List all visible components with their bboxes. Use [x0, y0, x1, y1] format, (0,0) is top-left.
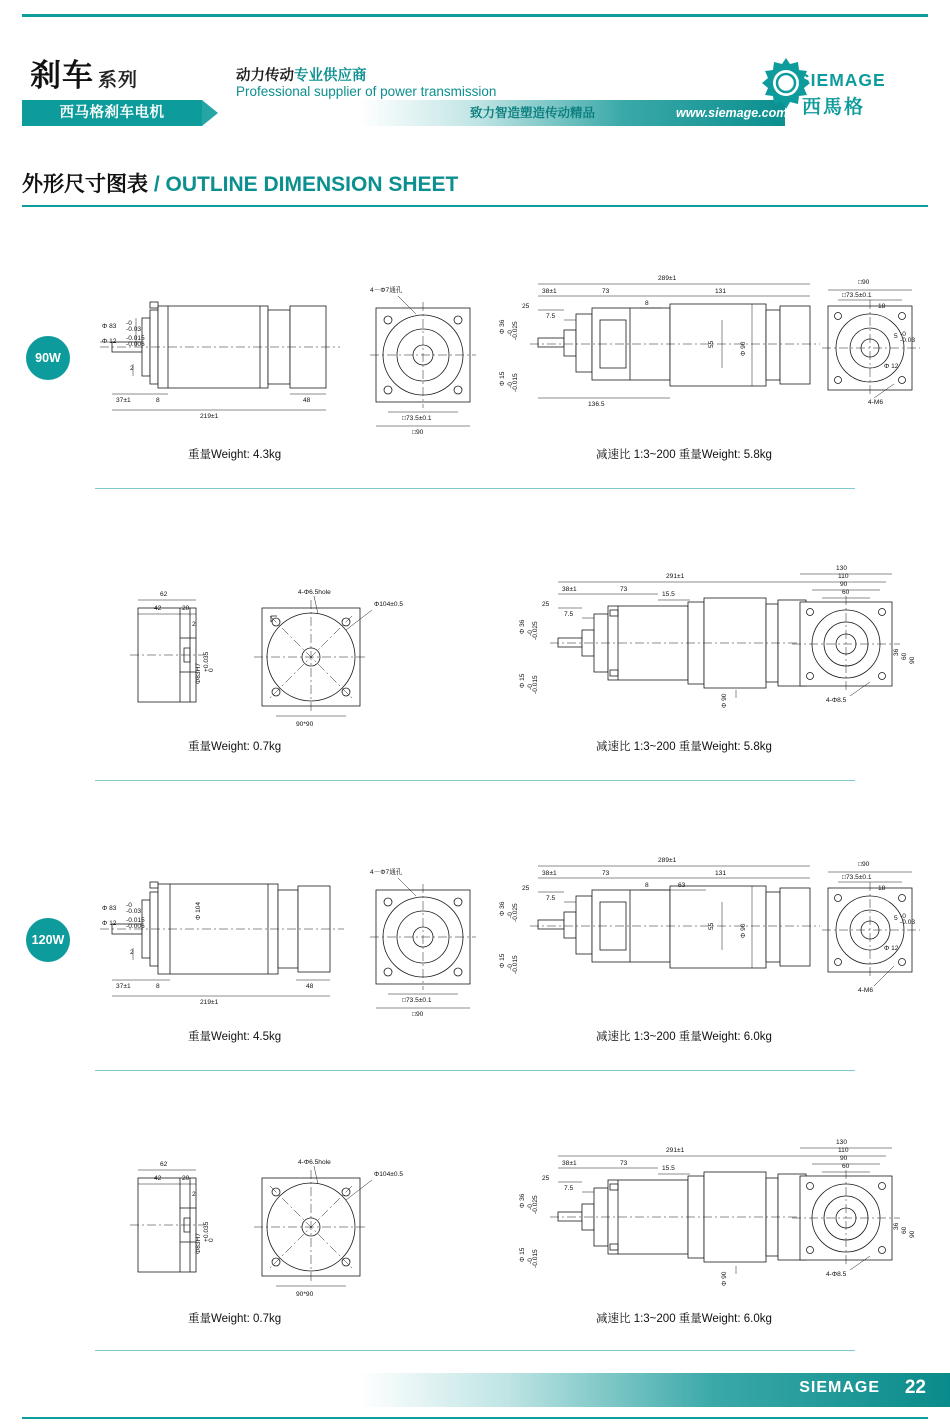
svg-text:Φ83H7: Φ83H7 — [195, 662, 202, 684]
block-120w-motor — [0, 840, 950, 1100]
svg-text:37±1: 37±1 — [116, 983, 131, 990]
svg-text:73: 73 — [620, 1160, 628, 1167]
svg-text:-0.03: -0.03 — [126, 326, 142, 333]
svg-text:130: 130 — [836, 565, 848, 572]
brand-title — [30, 50, 138, 95]
svg-text:Φ 12: Φ 12 — [102, 338, 117, 345]
page-number: 22 — [904, 1377, 926, 1398]
svg-text:42: 42 — [154, 1175, 162, 1182]
brand-title-cn: 刹车 — [30, 58, 94, 93]
svg-text:-0: -0 — [900, 913, 906, 920]
svg-text:25: 25 — [522, 303, 530, 310]
drawing-90w-motor — [0, 258, 950, 493]
header-top-rule — [22, 14, 928, 17]
svg-text:Φ 90: Φ 90 — [740, 341, 747, 356]
svg-text:130: 130 — [836, 1139, 848, 1146]
brand-bar-arrow — [202, 100, 218, 126]
svg-text:-0.006: -0.006 — [126, 923, 145, 930]
svg-text:38±1: 38±1 — [542, 288, 557, 295]
svg-text:-0: -0 — [507, 330, 514, 336]
svg-text:7.5: 7.5 — [564, 1185, 574, 1192]
svg-text:Φ104±0.5: Φ104±0.5 — [374, 601, 404, 608]
svg-text:+0.035: +0.035 — [203, 1221, 210, 1242]
weight-note-right-2: 减速比 1:3~200 重量Weight: 5.8kg — [596, 741, 772, 753]
svg-text:289±1: 289±1 — [658, 275, 677, 282]
svg-text:90: 90 — [909, 656, 916, 664]
svg-text:62: 62 — [160, 591, 168, 598]
svg-text:8: 8 — [156, 397, 160, 404]
svg-text:90*90: 90*90 — [296, 721, 314, 728]
brand-series: 系列 — [98, 70, 139, 91]
svg-text:Φ 36: Φ 36 — [499, 901, 506, 916]
svg-text:291±1: 291±1 — [666, 1147, 685, 1154]
svg-text:□90: □90 — [858, 279, 870, 286]
svg-text:15.5: 15.5 — [662, 591, 675, 598]
svg-text:-0.025: -0.025 — [512, 321, 519, 340]
svg-text:-0: -0 — [900, 331, 906, 338]
weight-note-right-4: 减速比 1:3~200 重量Weight: 6.0kg — [596, 1313, 772, 1325]
svg-text:Φ 12: Φ 12 — [102, 920, 117, 927]
weight-note-right-3: 减速比 1:3~200 重量Weight: 6.0kg — [596, 1031, 772, 1043]
block-flange-1 — [0, 550, 950, 810]
svg-text:73: 73 — [620, 586, 628, 593]
title-underline — [22, 205, 928, 207]
svg-text:Φ 15: Φ 15 — [519, 1247, 526, 1262]
svg-text:-0: -0 — [126, 320, 132, 327]
svg-text:55: 55 — [708, 340, 715, 348]
svg-text:73: 73 — [602, 870, 610, 877]
weight-note-left-1: 重量Weight: 4.3kg — [188, 449, 282, 461]
footer-rule — [22, 1417, 928, 1419]
svg-text:20: 20 — [182, 1175, 190, 1182]
svg-text:4-Φ8.5: 4-Φ8.5 — [826, 697, 847, 704]
svg-text:25: 25 — [522, 885, 530, 892]
svg-text:Φ 15: Φ 15 — [519, 673, 526, 688]
page-title-cn: 外形尺寸图表 — [22, 173, 148, 196]
svg-text:60: 60 — [842, 589, 850, 596]
svg-text:7.5: 7.5 — [546, 313, 556, 320]
svg-text:4-Φ8.5: 4-Φ8.5 — [826, 1271, 847, 1278]
svg-text:110: 110 — [838, 573, 849, 580]
page-title-en: OUTLINE DIMENSION SHEET — [165, 173, 459, 196]
svg-text:4-Φ6.5hole: 4-Φ6.5hole — [298, 589, 331, 596]
weight-note-right-1: 减速比 1:3~200 重量Weight: 5.8kg — [596, 449, 772, 461]
svg-text:2: 2 — [192, 621, 196, 628]
svg-text:Φ 36: Φ 36 — [519, 1193, 526, 1208]
svg-text:-0.025: -0.025 — [532, 1195, 539, 1214]
block-divider-4 — [95, 1350, 855, 1351]
svg-text:-0.015: -0.015 — [126, 917, 145, 924]
svg-text:Φ 90: Φ 90 — [740, 923, 747, 938]
svg-text:-0: -0 — [507, 382, 514, 388]
svg-text:-0: -0 — [507, 964, 514, 970]
svg-text:48: 48 — [303, 397, 311, 404]
svg-text:4-M6: 4-M6 — [858, 987, 874, 994]
svg-text:-0.006: -0.006 — [126, 341, 145, 348]
svg-text:-0: -0 — [527, 1258, 534, 1264]
svg-text:Φ 12: Φ 12 — [884, 363, 899, 370]
brand-bar-label: 西马格刹车电机 — [22, 100, 202, 126]
svg-text:4－Φ7通孔: 4－Φ7通孔 — [370, 287, 403, 294]
svg-text:131: 131 — [715, 870, 727, 877]
svg-text:18: 18 — [878, 303, 886, 310]
slogan-cn-part2: 专业供应商 — [294, 68, 367, 84]
svg-text:2: 2 — [130, 365, 134, 372]
svg-text:-0.015: -0.015 — [532, 675, 539, 694]
svg-text:90: 90 — [840, 581, 848, 588]
svg-text:38±1: 38±1 — [562, 586, 577, 593]
slogan-en: Professional supplier of power transmission — [236, 84, 497, 99]
svg-text:Φ 36: Φ 36 — [499, 319, 506, 334]
svg-text:-0.03: -0.03 — [126, 908, 142, 915]
svg-text:90: 90 — [909, 1230, 916, 1238]
svg-text:-0: -0 — [527, 630, 534, 636]
svg-text:4－Φ7通孔: 4－Φ7通孔 — [370, 869, 403, 876]
svg-text:25: 25 — [542, 601, 550, 608]
svg-text:Φ 15: Φ 15 — [499, 371, 506, 386]
svg-text:8: 8 — [156, 983, 160, 990]
weight-note-left-4: 重量Weight: 0.7kg — [188, 1313, 282, 1325]
block-divider-2 — [95, 780, 855, 781]
block-divider-3 — [95, 1070, 855, 1071]
badge-120w: 120W — [26, 918, 70, 962]
svg-text:□90: □90 — [858, 861, 870, 868]
svg-text:-0.025: -0.025 — [512, 903, 519, 922]
company-logo — [746, 54, 926, 132]
svg-text:5: 5 — [894, 333, 898, 340]
slogan-cn-part1: 动力传动 — [236, 68, 294, 84]
badge-90w: 90W — [26, 336, 70, 380]
page-title-sep: / — [148, 173, 166, 196]
svg-text:□73.5±0.1: □73.5±0.1 — [402, 997, 432, 1004]
header-gradient-text: 致力智造塑造传动精品 — [470, 106, 596, 120]
svg-text:□73.5±0.1: □73.5±0.1 — [402, 415, 432, 422]
svg-text:73: 73 — [602, 288, 610, 295]
svg-text:-0.015: -0.015 — [512, 373, 519, 392]
svg-text:7.5: 7.5 — [546, 895, 556, 902]
svg-text:131: 131 — [715, 288, 727, 295]
drawing-120w-motor — [0, 840, 950, 1075]
svg-text:8: 8 — [645, 300, 649, 307]
svg-text:-0.03: -0.03 — [900, 919, 916, 926]
svg-text:Φ83H7: Φ83H7 — [195, 1232, 202, 1254]
slogan-cn — [236, 64, 367, 85]
svg-text:20: 20 — [182, 605, 190, 612]
svg-text:55: 55 — [708, 922, 715, 930]
svg-text:4-M6: 4-M6 — [868, 399, 884, 406]
svg-text:Φ 15: Φ 15 — [499, 953, 506, 968]
svg-text:-0.015: -0.015 — [512, 955, 519, 974]
svg-text:4-Φ6.5hole: 4-Φ6.5hole — [298, 1159, 331, 1166]
svg-text:2: 2 — [130, 949, 134, 956]
svg-text:□73.5±0.1: □73.5±0.1 — [842, 874, 872, 881]
svg-text:5: 5 — [894, 915, 898, 922]
drawing-flange-2 — [0, 1128, 950, 1353]
svg-text:Φ 90: Φ 90 — [721, 1271, 728, 1286]
svg-text:0: 0 — [208, 1238, 215, 1242]
svg-text:-0.015: -0.015 — [126, 335, 145, 342]
svg-text:7.5: 7.5 — [564, 611, 574, 618]
svg-text:□90: □90 — [412, 429, 424, 436]
svg-text:38±1: 38±1 — [542, 870, 557, 877]
block-divider-1 — [95, 488, 855, 489]
svg-text:219±1: 219±1 — [200, 413, 219, 420]
header-website-url[interactable]: www.siemage.com — [676, 106, 788, 120]
page-footer — [0, 1373, 950, 1409]
drawing-flange-1 — [0, 550, 950, 785]
svg-text:-0.015: -0.015 — [532, 1249, 539, 1268]
svg-text:25: 25 — [542, 1175, 550, 1182]
weight-note-left-3: 重量Weight: 4.5kg — [188, 1031, 282, 1043]
svg-text:60: 60 — [901, 1226, 908, 1234]
svg-text:+0.035: +0.035 — [203, 651, 210, 672]
svg-text:Φ 83: Φ 83 — [102, 323, 117, 330]
svg-text:8: 8 — [645, 882, 649, 889]
svg-text:42: 42 — [154, 605, 162, 612]
svg-text:289±1: 289±1 — [658, 857, 677, 864]
svg-text:36: 36 — [893, 1222, 900, 1230]
footer-logo-text: SIEMAGE — [799, 1379, 880, 1396]
weight-note-left-2: 重量Weight: 0.7kg — [188, 741, 282, 753]
svg-text:Φ104±0.5: Φ104±0.5 — [374, 1171, 404, 1178]
svg-text:60: 60 — [901, 652, 908, 660]
svg-text:90*90: 90*90 — [296, 1291, 314, 1298]
svg-text:219±1: 219±1 — [200, 999, 219, 1006]
svg-text:60: 60 — [842, 1163, 850, 1170]
svg-text:-0.03: -0.03 — [900, 337, 916, 344]
svg-text:291±1: 291±1 — [666, 573, 685, 580]
svg-text:Φ 36: Φ 36 — [519, 619, 526, 634]
svg-text:Φ 83: Φ 83 — [102, 905, 117, 912]
svg-text:□73.5±0.1: □73.5±0.1 — [842, 292, 872, 299]
svg-text:15.5: 15.5 — [662, 1165, 675, 1172]
svg-text:-0: -0 — [126, 902, 132, 909]
svg-text:36: 36 — [893, 648, 900, 656]
svg-text:110: 110 — [838, 1147, 849, 1154]
page-title — [22, 168, 458, 198]
svg-text:-0: -0 — [527, 684, 534, 690]
logo-text-cn: 西馬格 — [802, 97, 866, 118]
svg-text:37±1: 37±1 — [116, 397, 131, 404]
page-header — [0, 22, 950, 140]
svg-text:2: 2 — [192, 1191, 196, 1198]
svg-text:48: 48 — [306, 983, 314, 990]
block-90w-motor — [0, 258, 950, 518]
svg-text:-0.025: -0.025 — [532, 621, 539, 640]
svg-text:136.5: 136.5 — [588, 401, 605, 408]
block-flange-2 — [0, 1128, 950, 1378]
svg-text:-0: -0 — [507, 912, 514, 918]
svg-text:18: 18 — [878, 885, 886, 892]
svg-text:Φ 12: Φ 12 — [884, 945, 899, 952]
svg-text:□90: □90 — [412, 1011, 424, 1018]
svg-text:38±1: 38±1 — [562, 1160, 577, 1167]
svg-text:Φ 104: Φ 104 — [195, 901, 202, 920]
svg-text:Φ 90: Φ 90 — [721, 693, 728, 708]
svg-text:-0: -0 — [527, 1204, 534, 1210]
logo-text-en: SIEMAGE — [798, 70, 886, 90]
svg-text:62: 62 — [160, 1161, 168, 1168]
svg-text:63: 63 — [678, 882, 686, 889]
svg-text:0: 0 — [208, 668, 215, 672]
svg-text:90: 90 — [840, 1155, 848, 1162]
